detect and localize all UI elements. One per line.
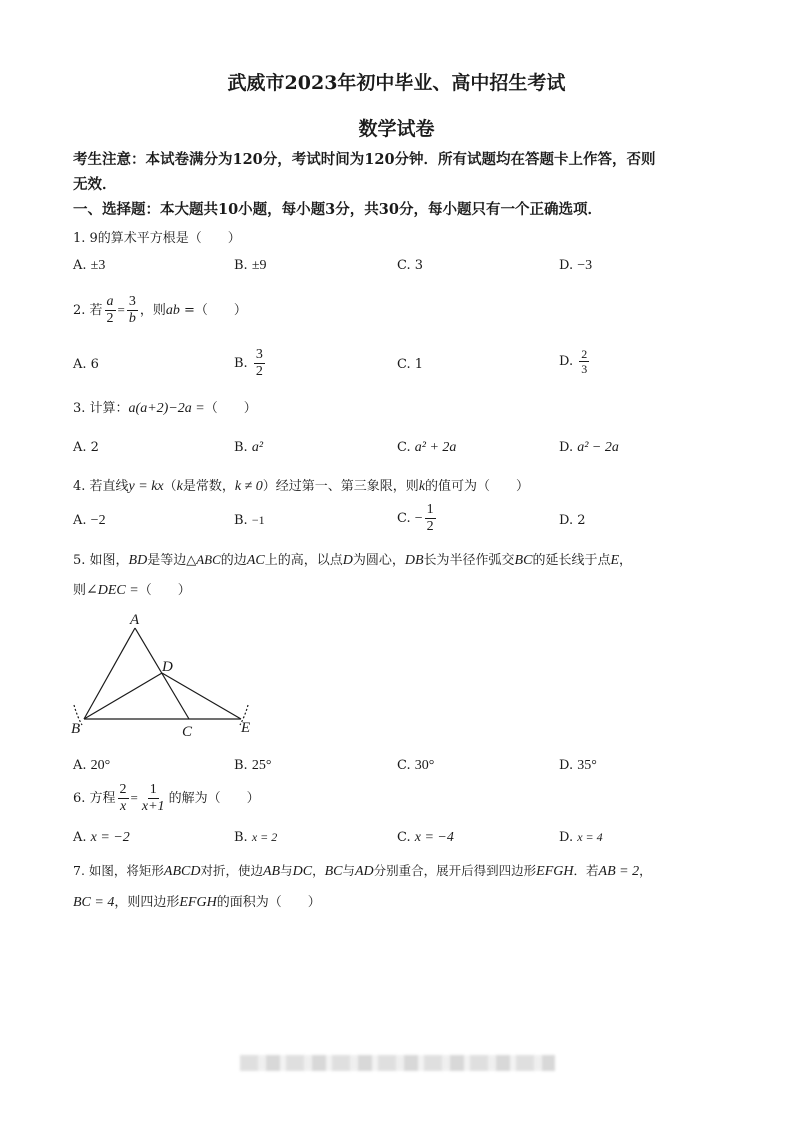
exam-title: 武威市2023年初中毕业、高中招生考试 [227, 72, 566, 94]
label-b: B [71, 721, 81, 737]
q4-option-c: C. − $\frac{1}{2}$ [397, 502, 434, 534]
label-e: E [241, 720, 251, 736]
segment-bd [84, 673, 162, 719]
q3-stem: 3. 计算：a(a+2)−2a =（ ） [73, 401, 257, 416]
q2-option-c: C. 1 [397, 357, 424, 372]
q5-option-a: A. 20° [73, 758, 111, 773]
q2-option-a: A. 6 [73, 357, 99, 372]
q2-option-d: D. $\frac{2}{3}$ [559, 347, 588, 376]
section-heading: 一、选择题：本大题共10小题，每小题3分，共30分，每小题只有一个正确选项． [73, 201, 602, 218]
q3-option-b: B. a² [234, 440, 264, 455]
label-a: A [130, 612, 140, 628]
segment-de [162, 673, 241, 719]
q4-option-b: B. −1 [234, 513, 265, 528]
q3-option-c: C. a² + 2a [397, 440, 457, 455]
q3-option-a: A. 2 [73, 440, 99, 455]
q5-stem-line-2: 则∠DEC =（ ） [73, 583, 191, 598]
q1-option-c: C. 3 [397, 258, 424, 273]
q2-option-b: B. $\frac{3}{2}$ [234, 347, 263, 379]
q7-stem-line-1: 7. 如图，将矩形ABCD对折，使边AB与DC，BC与AD分别重合，展开后得到四边形EFGH．若AB = 2， [73, 863, 652, 879]
q6-stem: 6. 方程 $\frac{2}{x}$ = $\frac{1}{x+1}$ 的解为（ ） [73, 782, 260, 814]
label-d: D [162, 659, 173, 675]
q6-option-a: A. x = −2 [73, 830, 130, 845]
watermark-bar [240, 1055, 555, 1071]
exam-subtitle: 数学试卷 [358, 118, 435, 140]
q5-stem-line-1: 5. 如图，BD是等边△ABC的边AC上的高，以点D为圆心，DB长为半径作弧交BC的延长线于点E， [73, 552, 633, 568]
q5-option-b: B. 25° [234, 758, 272, 773]
notice-line-2: 无效． [73, 176, 117, 193]
q5-option-c: C. 30° [397, 758, 435, 773]
q4-stem: 4. 若直线y = kx（k是常数，k ≠ 0）经过第一、第三象限，则k的值可为（ ） [73, 479, 530, 494]
side-ab [84, 628, 135, 719]
label-c: C [182, 724, 193, 740]
q2-stem: 2. 若 $\frac{a}{2}$ = $\frac{3}{b}$ ，则ab =（ ） [73, 294, 247, 326]
q5-option-d: D. 35° [559, 758, 597, 773]
q3-option-d: D. a² − 2a [559, 440, 619, 455]
q6-option-b: B. x = 2 [234, 830, 278, 845]
q7-stem-line-2: BC = 4，则四边形EFGH的面积为（ ） [73, 895, 321, 910]
q6-option-c: C. x = −4 [397, 830, 454, 845]
triangle-figure [68, 608, 268, 743]
q6-option-d: D. x = 4 [559, 830, 603, 845]
q4-option-a: A. −2 [73, 513, 106, 528]
q1-stem: 1. 9的算术平方根是（ ） [73, 231, 241, 246]
notice-line-1: 考生注意：本试卷满分为120分，考试时间为120分钟．所有试题均在答题卡上作答，否则 [73, 151, 656, 168]
q1-option-d: D. −3 [559, 258, 593, 273]
q1-option-a: A. ±3 [73, 258, 106, 273]
q4-option-d: D. 2 [559, 513, 586, 528]
q1-option-b: B. ±9 [234, 258, 267, 273]
